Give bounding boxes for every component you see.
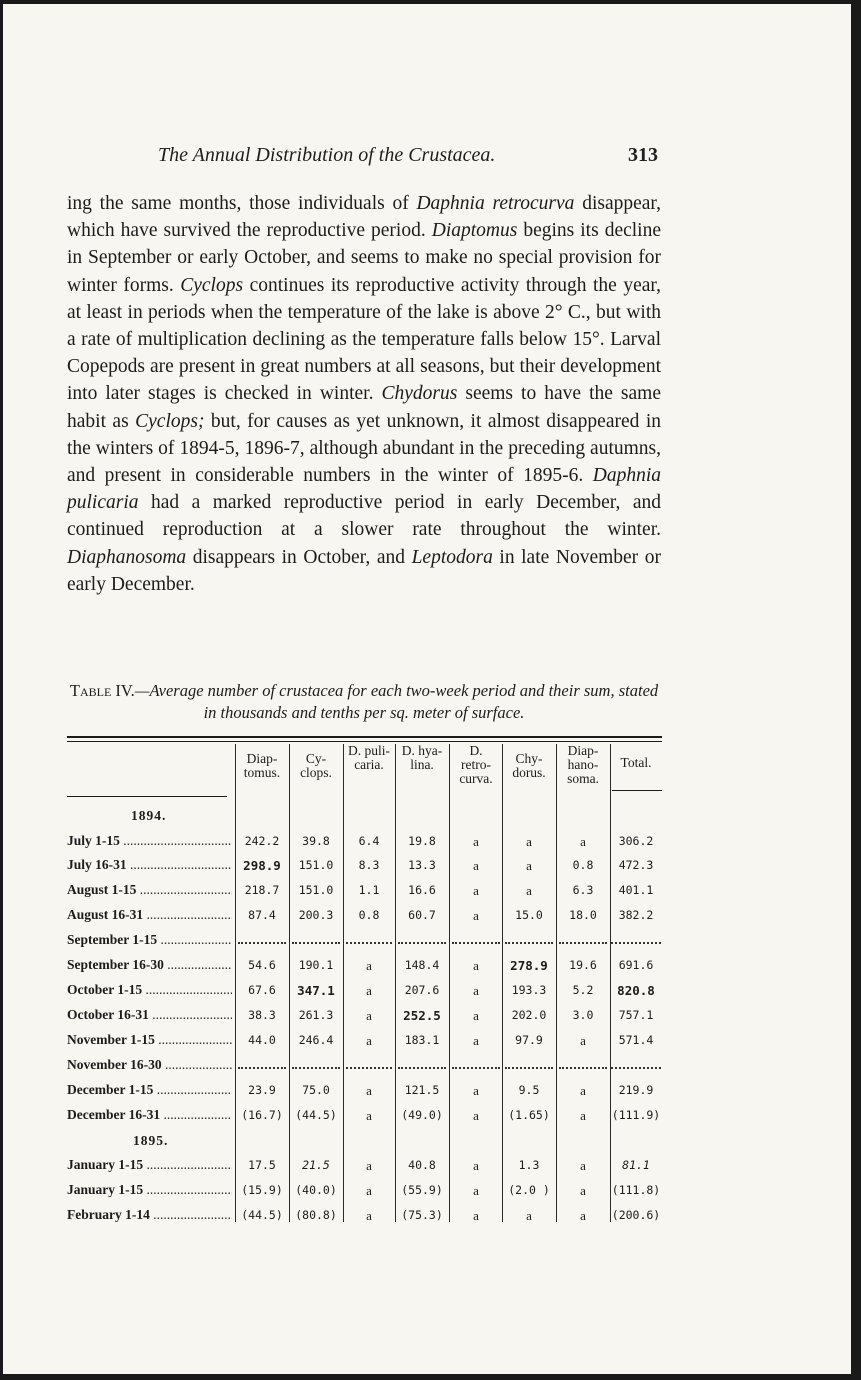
table-cell: (111.8): [611, 1183, 661, 1197]
table-cell: 401.1: [618, 883, 654, 897]
table-cell: 207.6: [404, 983, 440, 997]
table-cell: 21.5: [302, 1158, 330, 1172]
table-cell: 87.4: [248, 908, 276, 922]
table-cell: 17.5: [248, 1158, 276, 1172]
empty-cell-dots: [611, 1065, 661, 1069]
table-cell: a: [580, 1083, 586, 1098]
body-taxon-name: Leptodora: [411, 546, 493, 568]
table-cell: (55.9): [401, 1183, 443, 1197]
table-cell: 306.2: [618, 834, 654, 848]
running-head: [158, 144, 658, 170]
empty-cell-dots: [611, 940, 661, 944]
table-cell: (80.8): [295, 1208, 337, 1222]
table-cell: 0.8: [572, 858, 594, 872]
table-cell: a: [580, 1183, 586, 1198]
table-cell: (111.9): [611, 1108, 661, 1122]
table-cell: (75.3): [401, 1208, 443, 1222]
table-cell: 8.3: [358, 858, 380, 872]
table-caption-label: Table IV.: [69, 681, 135, 700]
body-paragraph: [67, 190, 661, 598]
body-text-run: ing the same months, those individuals of: [67, 193, 417, 214]
table-cell: a: [473, 983, 479, 998]
table-cell: 382.2: [618, 908, 654, 922]
table-cell: a: [580, 1108, 586, 1123]
total-column-rule: [612, 790, 662, 791]
row-label: July 1-15 .....: [67, 833, 232, 849]
table-cell: 183.1: [404, 1033, 440, 1047]
column-header: D. puli- caria.: [348, 743, 390, 772]
empty-cell-dots: [505, 940, 553, 944]
table-cell: 1.3: [518, 1158, 540, 1172]
table-cell: a: [473, 1183, 479, 1198]
table-cell: 242.2: [244, 834, 280, 848]
empty-cell-dots: [346, 940, 392, 944]
table-cell: a: [366, 1083, 372, 1098]
table-cell: a: [580, 834, 586, 849]
table-cell: 757.1: [618, 1008, 654, 1022]
table-cell: a: [473, 1008, 479, 1023]
table-cell: 151.0: [298, 883, 334, 897]
table-cell: 13.3: [408, 858, 436, 872]
table-cell: 38.3: [248, 1008, 276, 1022]
table-cell: a: [526, 883, 532, 898]
page-number: 313: [628, 144, 658, 166]
table-cell: 691.6: [618, 958, 654, 972]
body-text-run: continues its reproductive activity through the year, at least in periods when the temperature of the lake is above 2° C., but with a rate of multiplication declining as the temperature falls below 15°. Larval Copepods are present in great numbers at all seasons, but their development into later stages is checked in winter.: [67, 274, 662, 405]
body-text-run: but, for causes as yet unknown, it almost disappeared in the winters of 1894-5, 1896-7, although abundant in the preceding autumns, and present in considerable numbers in the winter of 1895-6.: [67, 410, 662, 487]
table-cell: a: [473, 834, 479, 849]
table-cell: a: [473, 958, 479, 973]
body-text-run: begins its decline in September or early October, and seems to make no special provision for winter forms.: [67, 220, 661, 296]
empty-cell-dots: [559, 940, 607, 944]
body-text-run: disappear, which have survived the reproductive period.: [67, 193, 662, 242]
table-cell: 5.2: [572, 983, 594, 997]
table-cell: 9.5: [518, 1083, 540, 1097]
table-cell: a: [526, 1208, 532, 1223]
running-title: The Annual Distribution of the Crustacea.: [158, 144, 496, 166]
row-label: November 16-30 .....: [67, 1057, 232, 1073]
table-cell: 81.1: [622, 1158, 650, 1172]
table-cell: 151.0: [298, 858, 334, 872]
table-cell: 190.1: [298, 958, 334, 972]
table-cell: a: [473, 883, 479, 898]
body-taxon-name: Diaphanosoma: [67, 546, 187, 568]
table-cell: a: [366, 1183, 372, 1198]
table-cell: 19.8: [408, 834, 436, 848]
table-cell: a: [473, 1083, 479, 1098]
column-header: D. hya- lina.: [401, 743, 443, 772]
row-label: November 1-15 .....: [67, 1032, 232, 1048]
table-top-rule-thin: [67, 741, 662, 742]
table-cell: a: [366, 958, 372, 973]
table-cell: 298.9: [243, 858, 281, 873]
table-cell: a: [473, 1158, 479, 1173]
table-cell: a: [580, 1208, 586, 1223]
row-label: October 16-31 .....: [67, 1007, 232, 1023]
table-cell: 200.3: [298, 908, 334, 922]
table-cell: 218.7: [244, 883, 280, 897]
column-header: Cy- clops.: [300, 751, 332, 780]
table-cell: (15.9): [241, 1183, 283, 1197]
column-header: Diap- tomus.: [243, 751, 281, 780]
table-cell: (44.5): [295, 1108, 337, 1122]
table-cell: a: [473, 1033, 479, 1048]
table-cell: 252.5: [403, 1008, 441, 1023]
label-column-rule: [67, 796, 227, 797]
table-cell: 18.0: [569, 908, 597, 922]
row-label: August 1-15 .....: [67, 882, 232, 898]
body-taxon-name: Chydorus: [381, 383, 458, 405]
body-text-run: disappears in October, and: [186, 546, 412, 568]
empty-cell-dots: [505, 1065, 553, 1069]
table-cell: (16.7): [241, 1108, 283, 1122]
row-label: February 1-14 .....: [67, 1207, 232, 1223]
table-cell: 40.8: [408, 1158, 436, 1172]
table-cell: a: [473, 1108, 479, 1123]
table-cell: 278.9: [510, 958, 548, 973]
table-cell: 219.9: [618, 1083, 654, 1097]
table-cell: 6.4: [358, 834, 380, 848]
table-caption: [67, 680, 661, 724]
table-cell: a: [366, 1008, 372, 1023]
table-cell: 121.5: [404, 1083, 440, 1097]
table-cell: 472.3: [618, 858, 654, 872]
table-cell: a: [473, 1208, 479, 1223]
empty-cell-dots: [559, 1065, 607, 1069]
table-cell: 15.0: [515, 908, 543, 922]
table-cell: 3.0: [572, 1008, 594, 1022]
row-label: December 1-15 .....: [67, 1082, 232, 1098]
row-label: October 1-15 .....: [67, 982, 232, 998]
body-taxon-name: Diaptomus: [431, 220, 518, 242]
table-cell: a: [473, 858, 479, 873]
body-text-run: seems to have the same habit as: [67, 383, 661, 432]
row-label: September 1-15 .....: [67, 932, 232, 948]
body-taxon-name: Cyclops: [180, 274, 244, 296]
table-cell: (1.65): [508, 1108, 550, 1122]
table-cell: 193.3: [511, 983, 547, 997]
table-cell: a: [366, 1033, 372, 1048]
table-cell: a: [473, 908, 479, 923]
empty-cell-dots: [398, 940, 446, 944]
table-cell: 39.8: [302, 834, 330, 848]
table-cell: a: [580, 1158, 586, 1173]
row-label: January 1-15 .....: [67, 1182, 232, 1198]
table-cell: a: [366, 1208, 372, 1223]
table-cell: (2.0 ): [508, 1183, 550, 1197]
empty-cell-dots: [292, 940, 340, 944]
table-top-rule: [67, 736, 662, 738]
table-cell: 75.0: [302, 1083, 330, 1097]
body-text-run: in late November or early December.: [67, 546, 661, 595]
empty-cell-dots: [238, 1065, 286, 1069]
table-cell: 97.9: [515, 1033, 543, 1047]
table-cell: 60.7: [408, 908, 436, 922]
column-header: Total.: [620, 755, 652, 770]
table-cell: a: [366, 983, 372, 998]
column-header: Diap- hano- soma.: [567, 743, 599, 786]
table-caption-text: —Average number of crustacea for each two-week period and their sum, stated in thousands and tenths per sq. meter of surface.: [134, 681, 659, 722]
year-heading: 1895.: [133, 1133, 169, 1148]
empty-cell-dots: [452, 940, 500, 944]
empty-cell-dots: [452, 1065, 500, 1069]
row-label: December 16-31 .....: [67, 1107, 232, 1123]
empty-cell-dots: [238, 940, 286, 944]
table-cell: (200.6): [611, 1208, 661, 1222]
table-cell: a: [526, 858, 532, 873]
table-cell: 67.6: [248, 983, 276, 997]
table-cell: (40.0): [295, 1183, 337, 1197]
table-cell: 6.3: [572, 883, 594, 897]
body-text-run: had a marked reproductive period in early December, and continued reproduction at a slower rate throughout the winter.: [67, 492, 661, 541]
row-label: August 16-31 .....: [67, 907, 232, 923]
row-label: January 1-15 .....: [67, 1157, 232, 1173]
table-cell: 16.6: [408, 883, 436, 897]
table-cell: 246.4: [298, 1033, 334, 1047]
table-cell: a: [366, 1108, 372, 1123]
table-cell: (44.5): [241, 1208, 283, 1222]
column-header: Chy- dorus.: [512, 751, 546, 780]
body-taxon-name: Cyclops;: [135, 410, 205, 432]
table-cell: 23.9: [248, 1083, 276, 1097]
table-cell: 347.1: [297, 983, 335, 998]
empty-cell-dots: [398, 1065, 446, 1069]
row-label: September 16-30 .....: [67, 957, 232, 973]
body-taxon-name: Daphnia pulicaria: [67, 465, 661, 514]
table-cell: 44.0: [248, 1033, 276, 1047]
table-cell: 148.4: [404, 958, 440, 972]
column-header: D. retro- curva.: [459, 743, 493, 786]
table-cell: 202.0: [511, 1008, 547, 1022]
table-cell: a: [366, 1158, 372, 1173]
empty-cell-dots: [346, 1065, 392, 1069]
table-cell: 54.6: [248, 958, 276, 972]
row-label: July 16-31 .....: [67, 857, 232, 873]
table-cell: 820.8: [617, 983, 655, 998]
table-cell: 261.3: [298, 1008, 334, 1022]
table-cell: a: [580, 1033, 586, 1048]
table-cell: 0.8: [358, 908, 380, 922]
body-taxon-name: Daphnia retrocurva: [416, 193, 575, 214]
table-cell: (49.0): [401, 1108, 443, 1122]
page: [3, 4, 851, 1374]
empty-cell-dots: [292, 1065, 340, 1069]
year-heading: 1894.: [131, 808, 167, 823]
table-cell: 571.4: [618, 1033, 654, 1047]
table-cell: a: [526, 834, 532, 849]
table-cell: 1.1: [358, 883, 380, 897]
table-cell: 19.6: [569, 958, 597, 972]
